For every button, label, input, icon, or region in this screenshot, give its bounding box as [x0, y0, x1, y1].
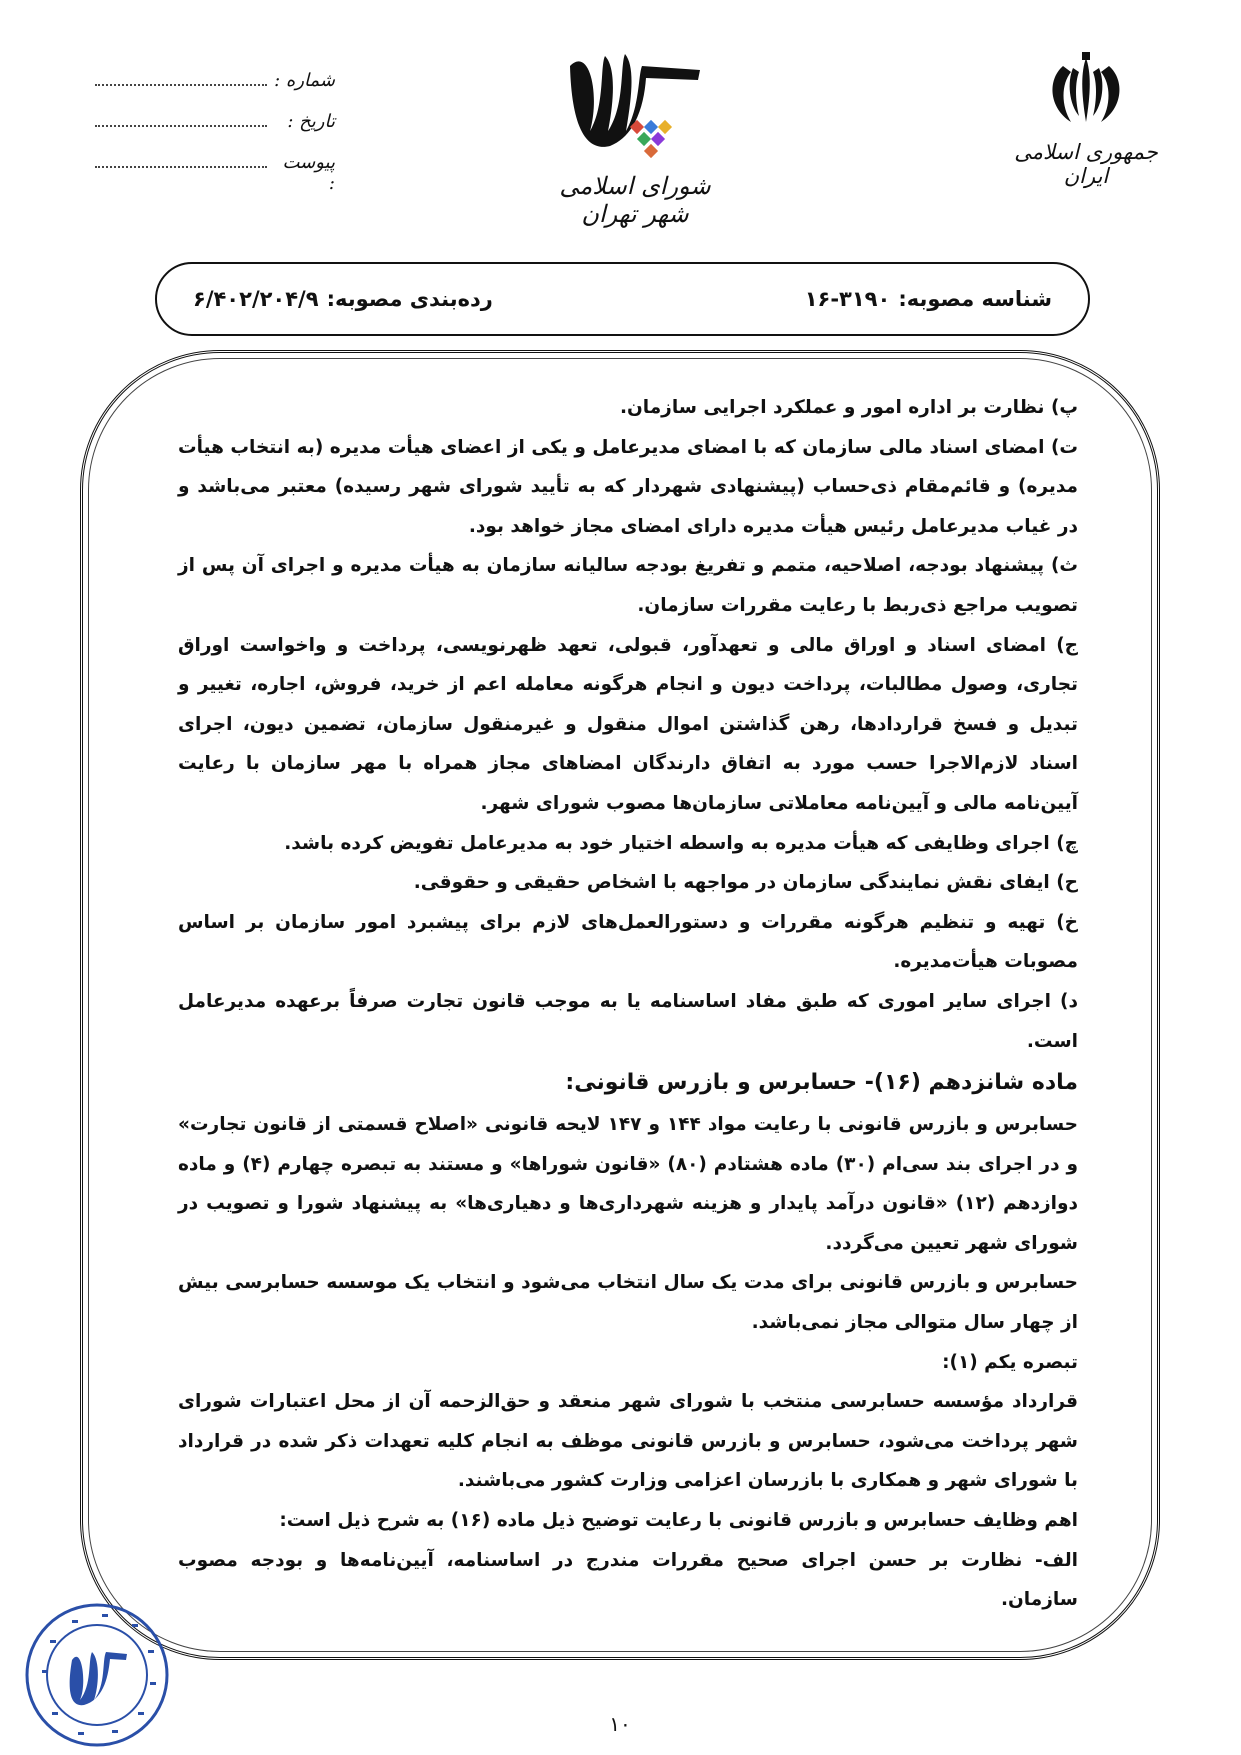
paragraph: قرارداد مؤسسه حسابرسی منتخب با شورای شهر منعقد و حق‌الزحمه آن از محل اعتبارات شورای شهر پرداخت می‌شود، حسابرس و بازرس قانونی موظف به انجام کلیه تعهدات ذکر شده در قرارداد با شورای شهر و همکاری با بازرسان اعزامی وزارت کشور می‌باشند. [178, 1391, 1078, 1492]
meta-date-label: تاریخ : [287, 111, 335, 132]
paragraph: خ) تهیه و تنظیم هرگونه مقررات و دستورالعمل‌های لازم برای پیشبرد امور سازمان بر اساس مصوبات هیأت‌مدیره. [178, 911, 1078, 973]
resolution-id-value: ۱۶-۳۱۹۰ [804, 287, 891, 311]
paragraph: ث) پیشنهاد بودجه، اصلاحیه، متمم و تفریغ بودجه سالیانه سازمان به هیأت مدیره و اجرای آن پس از تصویب مراجع ذی‌ربط با رعایت مقررات سازمان. [178, 555, 1078, 616]
meta-date-field [95, 111, 267, 127]
official-stamp [22, 1600, 172, 1750]
classification-value: ۶/۴۰۲/۲۰۴/۹ [193, 287, 319, 311]
paragraph: ح) ایفای نقش نمایندگی سازمان در مواجهه با اشخاص حقیقی و حقوقی. [413, 872, 1078, 894]
meta-attachment-row [95, 152, 335, 193]
council-logo [535, 36, 735, 228]
paragraph: ت) امضای اسناد مالی سازمان که با امضای مدیرعامل و یکی از اعضای هیأت مدیره (به انتخاب هیأت مدیره) و قائم‌مقام ذی‌حساب (پیشنهادی شهردار که به تأیید شورای شهر رسیده) معتبر می‌باشد و در غیاب مدیرعامل رئیس هیأت مدیره دارای امضای مجاز خواهد بود. [178, 436, 1078, 537]
meta-date-row [95, 111, 335, 152]
country-name: جمهوری اسلامی ایران [1014, 140, 1158, 188]
meta-attachment-field [95, 152, 267, 168]
paragraph: پ) نظارت بر اداره امور و عملکرد اجرایی سازمان. [619, 397, 1078, 418]
council-logo-icon [560, 36, 710, 166]
document-body [178, 388, 1078, 1620]
resolution-id [805, 287, 1052, 311]
paragraph: الف- نظارت بر حسن اجرای صحیح مقررات مندرج در اساسنامه، آیین‌نامه‌ها و بودجه مصوب سازمان. [178, 1549, 1078, 1611]
resolution-info-box [155, 262, 1090, 336]
paragraph: د) اجرای سایر اموری که طبق مفاد اساسنامه یا به موجب قانون تجارت صرفاً برعهده مدیرعامل است. [178, 990, 1078, 1052]
paragraph: حسابرس و بازرس قانونی با رعایت مواد ۱۴۴ و ۱۴۷ لایحه قانونی «اصلاح قسمتی از قانون تجارت» و در اجرای بند سی‌ام (۳۰) ماده هشتادم (۸۰) «قانون شوراها» و مستند به تبصره چهارم (۴) و ماده دوازدهم (۱۲) «قانون درآمد پایدار و هزینه شهرداری‌ها و دهیاری‌ها» به پیشنهاد شورا و تصویب در شورای شهر تعیین می‌گردد. [178, 1114, 1079, 1254]
meta-attachment-label: پیوست : [282, 152, 335, 194]
emblem-icon [1041, 52, 1131, 134]
paragraph: اهم وظایف حسابرس و بازرس قانونی با رعایت توضیح ذیل ماده (۱۶) به شرح ذیل است: [279, 1510, 1078, 1532]
paragraph: چ) اجرای وظایفی که هیأت مدیره به واسطه اختیار خود به مدیرعامل تفویض کرده باشد. [284, 832, 1078, 854]
council-name: شورای اسلامی شهر تهران [559, 172, 711, 228]
meta-number-field [95, 70, 267, 86]
note-heading: تبصره یکم (۱): [942, 1351, 1078, 1373]
resolution-classification [193, 287, 493, 311]
classification-label: رده‌بندی مصوبه: [326, 287, 493, 311]
letter-meta [95, 70, 335, 193]
section-heading: ماده شانزدهم (۱۶)- حسابرس و بازرس قانونی: [565, 1070, 1078, 1096]
page-number: ۱۰ [609, 1712, 631, 1736]
iran-emblem [1011, 52, 1161, 188]
meta-number-row [95, 70, 335, 111]
meta-number-label: شماره : [274, 70, 335, 91]
resolution-id-label: شناسه مصوبه: [898, 287, 1052, 311]
stamp-icon [22, 1600, 172, 1750]
paragraph: ج) امضای اسناد و اوراق مالی و تعهدآور، قبولی، تعهد ظهرنویسی، پرداخت و واخواست اوراق تجاری، وصول مطالبات، پرداخت دیون و انجام هرگونه معامله اعم از خرید، فروش، اجاره، تغییر و تبدیل و فسخ قراردادها، رهن گذاشتن اموال منقول و غیرمنقول سازمان، تضمین دیون، اجرای اسناد لازم‌الاجرا حسب مورد به اتفاق دارندگان امضاهای مجاز همراه با مهر سازمان با رعایت آیین‌نامه مالی و آیین‌نامه معاملاتی سازمان‌ها مصوب شورای شهر. [178, 634, 1078, 814]
paragraph: حسابرس و بازرس قانونی برای مدت یک سال انتخاب می‌شود و انتخاب یک موسسه حسابرسی بیش از چهار سال متوالی مجاز نمی‌باشد. [178, 1272, 1078, 1334]
